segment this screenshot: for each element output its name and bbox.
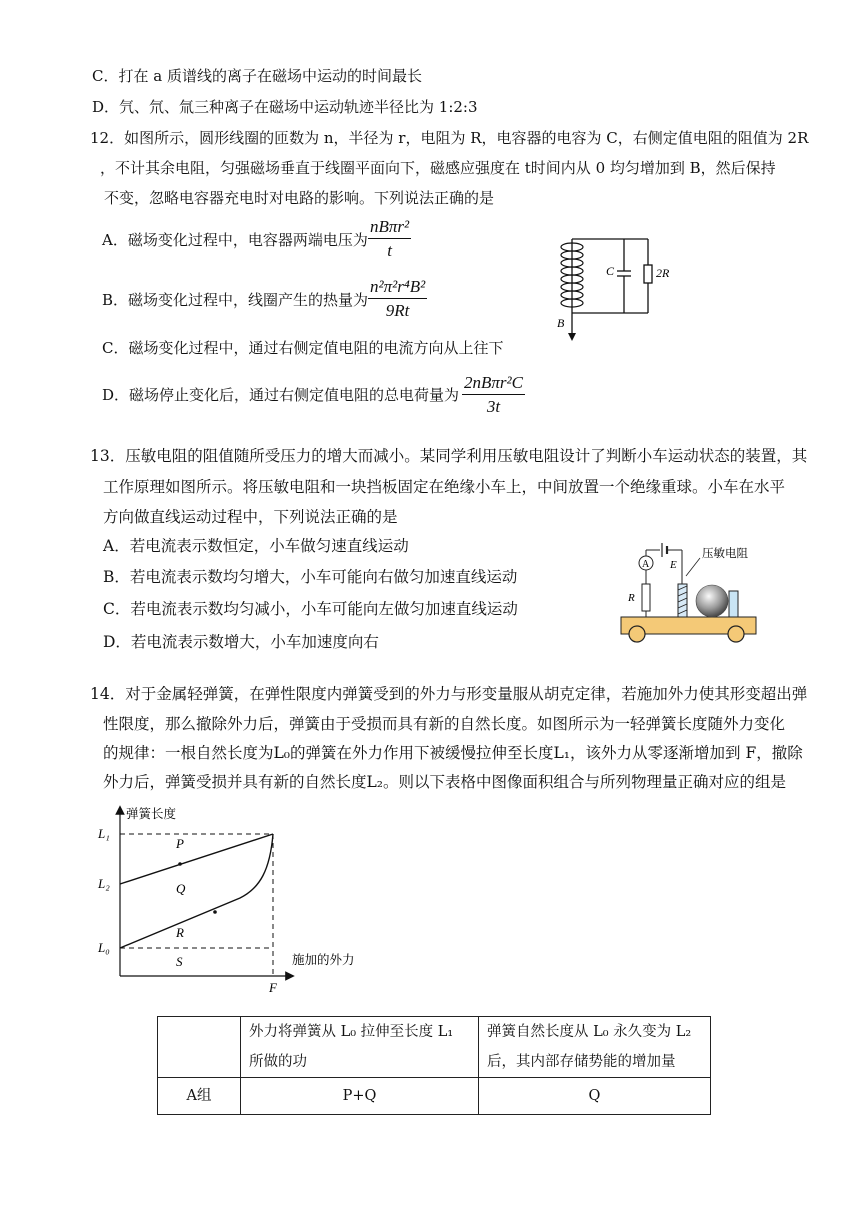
q14-stem-line2: 性限度，那么撤除外力后，弹簧由于受损而具有新的自然长度。如图所示为一轻弹簧长度随外力变化 bbox=[103, 715, 786, 733]
region-r: R bbox=[176, 925, 184, 940]
tick-l0: L₀ bbox=[98, 940, 110, 955]
y-axis-label: 弹簧长度 bbox=[126, 807, 177, 821]
q14-stem-line4: 外力后，弹簧受损并具有新的自然长度L₂。则以下表格中图像面积组合与所列物理量正确对应的组是 bbox=[103, 773, 787, 791]
q14-stem-line1: 14．对于金属轻弹簧，在弹性限度内弹簧受到的外力与形变量服从胡克定律，若施加外力使其形变超出弹 bbox=[90, 685, 808, 703]
left-wheel bbox=[629, 626, 645, 642]
q12-option-b-fraction bbox=[368, 276, 427, 323]
q12-option-b: B．磁场变化过程中，线圈产生的热量为 bbox=[102, 291, 369, 309]
resistor-r bbox=[642, 584, 650, 611]
x-axis-label: 施加的外力 bbox=[292, 953, 355, 967]
q12-stem-line2: ，不计其余电阻，匀强磁场垂直于线圈平面向下，磁感应强度在 t时间内从 0 均匀增加到 B，然后保持 bbox=[100, 159, 776, 177]
b-field-arrow bbox=[568, 333, 576, 341]
unloading-line bbox=[120, 834, 273, 884]
right-wheel bbox=[728, 626, 744, 642]
tick-f: F bbox=[269, 980, 277, 995]
label-b: B bbox=[557, 316, 565, 330]
q13-option-b: B．若电流表示数均匀增大，小车可能向右做匀加速直线运动 bbox=[103, 568, 518, 586]
label-sensor: 压敏电阻 bbox=[702, 548, 748, 560]
q12-stem-line3: 不变，忽略电容器充电时对电路的影响。下列说法正确的是 bbox=[104, 189, 495, 207]
table-cell: P+Q bbox=[241, 1078, 479, 1115]
q13-stem-line1: 13．压敏电阻的阻值随所受压力的增大而减小。某同学利用压敏电阻设计了判断小车运动状态的装置，其 bbox=[90, 447, 808, 465]
q13-option-d: D．若电流表示数增大，小车加速度向右 bbox=[103, 633, 379, 651]
tick-l1: L₁ bbox=[98, 826, 110, 841]
table-cell-group: A组 bbox=[158, 1078, 241, 1115]
resistor-2r bbox=[644, 265, 652, 283]
fraction-denominator: 9Rt bbox=[385, 301, 410, 320]
q13-option-a: A．若电流表示数恒定，小车做匀速直线运动 bbox=[103, 537, 409, 555]
region-s: S bbox=[176, 954, 183, 969]
q14-answer-table bbox=[157, 1016, 711, 1115]
q12-option-d-fraction bbox=[462, 372, 525, 419]
q11-option-d: D．氕、氘、氚三种离子在磁场中运动轨迹半径比为 1:2:3 bbox=[92, 98, 478, 116]
fraction-numerator: 2nBπr²C bbox=[462, 372, 525, 395]
q13-stem-line2: 工作原理如图所示。将压敏电阻和一块挡板固定在绝缘小车上，中间放置一个绝缘重球。小车在水平 bbox=[103, 478, 786, 496]
label-a: A bbox=[642, 559, 650, 570]
table-header-cell bbox=[158, 1017, 241, 1078]
q13-option-c: C．若电流表示数均匀减小，小车可能向左做匀加速直线运动 bbox=[103, 600, 518, 618]
region-p: P bbox=[176, 836, 184, 851]
q13-cart-figure bbox=[618, 538, 768, 650]
q14-stem-line3: 的规律：一根自然长度为L₀的弹簧在外力作用下被缓慢拉伸至长度L₁，该外力从零逐渐增加到 F，撤除 bbox=[103, 744, 803, 762]
table-header-row bbox=[158, 1017, 711, 1078]
baffle-plate bbox=[729, 591, 738, 617]
table-cell: Q bbox=[479, 1078, 711, 1115]
loading-curve bbox=[120, 834, 273, 948]
q12-stem-line1: 12．如图所示，圆形线圈的匝数为 n，半径为 r，电阻为 R，电容器的电容为 C，右侧定值电阻的阻值为 2R bbox=[90, 129, 809, 147]
q12-option-a: A．磁场变化过程中，电容器两端电压为 bbox=[102, 231, 368, 249]
sensor-leader-line bbox=[686, 558, 700, 576]
label-e: E bbox=[670, 559, 677, 571]
table-row bbox=[158, 1078, 711, 1115]
label-2r: 2R bbox=[656, 266, 670, 280]
fraction-numerator: nBπr² bbox=[368, 216, 411, 239]
unloading-direction-dot bbox=[178, 862, 182, 866]
label-r: R bbox=[628, 592, 635, 604]
fraction-denominator: 3t bbox=[486, 397, 501, 416]
q12-option-a-fraction bbox=[368, 216, 411, 263]
q14-length-force-graph bbox=[90, 800, 380, 1000]
label-c: C bbox=[606, 264, 615, 278]
q12-option-c: C．磁场变化过程中，通过右侧定值电阻的电流方向从上往下 bbox=[102, 339, 504, 357]
loading-direction-dot bbox=[213, 910, 217, 914]
table-header-cell: 外力将弹簧从 L₀ 拉伸至长度 L₁ 所做的功 bbox=[241, 1017, 479, 1078]
table-header-cell: 弹簧自然长度从 L₀ 永久变为 L₂ 后，其内部存储势能的增加量 bbox=[479, 1017, 711, 1078]
q12-circuit-figure bbox=[548, 233, 688, 343]
region-q: Q bbox=[176, 881, 186, 896]
q13-stem-line3: 方向做直线运动过程中，下列说法正确的是 bbox=[103, 508, 398, 526]
q12-option-d: D．磁场停止变化后，通过右侧定值电阻的总电荷量为 bbox=[102, 386, 460, 404]
tick-l2: L₂ bbox=[98, 876, 110, 891]
q11-option-c: C．打在 a 质谱线的离子在磁场中运动的时间最长 bbox=[92, 67, 422, 85]
heavy-ball bbox=[696, 585, 728, 617]
fraction-denominator: t bbox=[387, 241, 392, 260]
fraction-numerator: n²π²r⁴B² bbox=[368, 276, 427, 299]
